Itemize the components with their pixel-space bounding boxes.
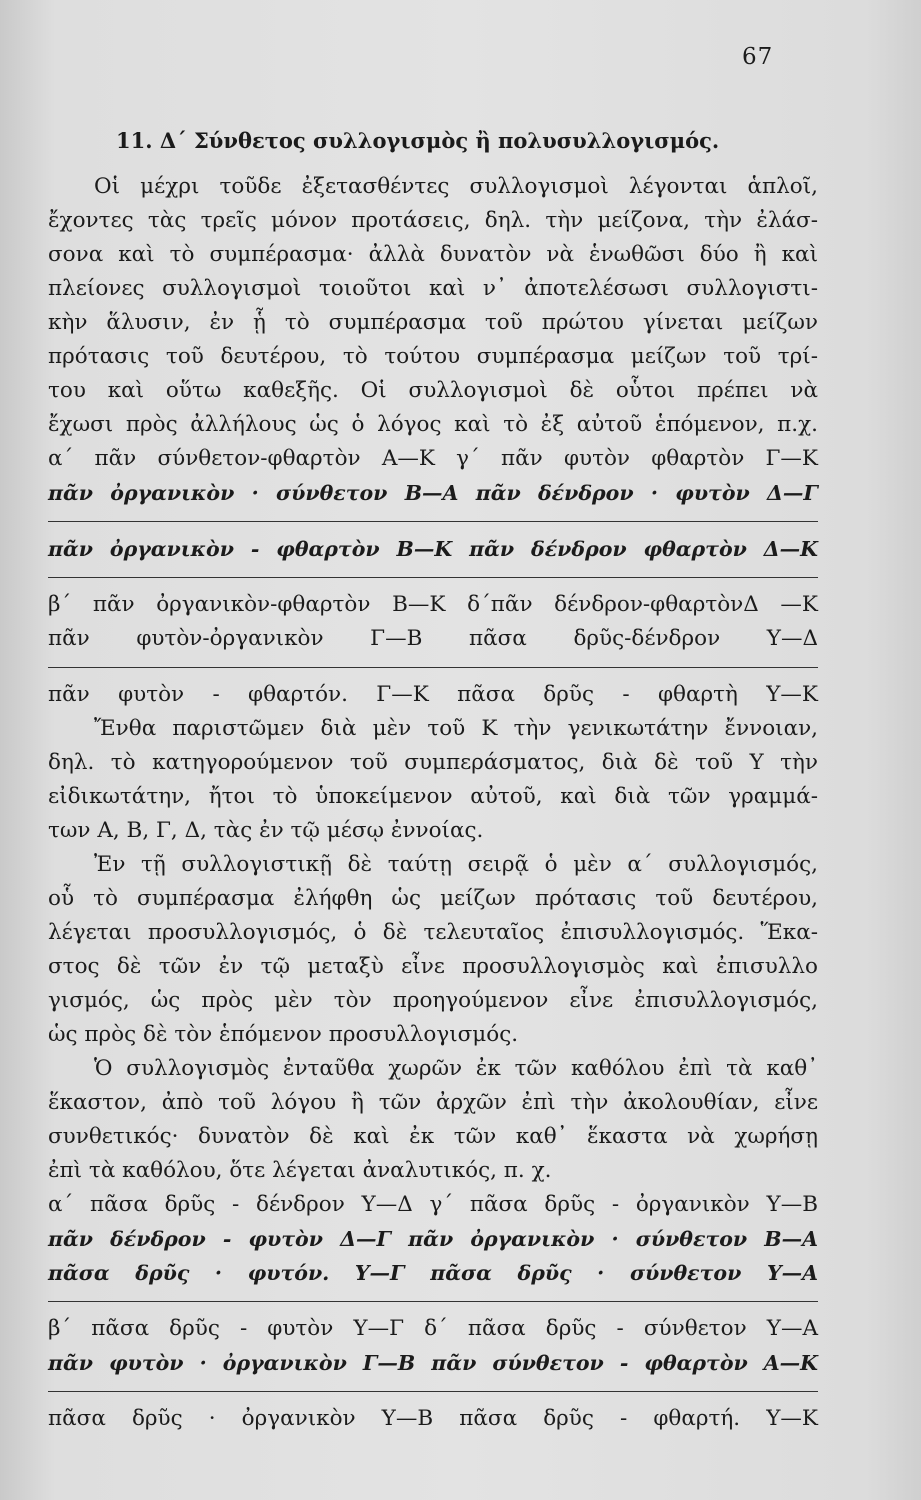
syllogism-line: α΄ πᾶν σύνθετον-φθαρτὸν Α—Κ γ΄ πᾶν φυτὸν φθαρτὸν Γ—Κ bbox=[48, 446, 818, 471]
text-line: συνθετικός· δυνατὸν δὲ καὶ ἐκ τῶν καθ᾿ ἕκαστα νὰ χωρήσῃ bbox=[48, 1124, 818, 1149]
text-line: Ὁ συλλογισμὸς ἐνταῦθα χωρῶν ἐκ τῶν καθόλου ἐπὶ τὰ καθ᾿ bbox=[94, 1056, 818, 1081]
text-line: ἔχοντες τὰς τρεῖς μόνον προτάσεις, δηλ. τὴν μείζονα, τὴν ἐλάσ- bbox=[48, 208, 818, 233]
text-line: οὗ τὸ συμπέρασμα ἐλήφθη ὡς μείζων πρότασις τοῦ δευτέρου, bbox=[48, 886, 818, 911]
text-line: γισμός, ὡς πρὸς μὲν τὸν προηγούμενον εἶνε ἐπισυλλογισμός, bbox=[48, 988, 818, 1013]
syllogism-line: α΄ πᾶσα δρῦς - δένδρον Υ—Δ γ΄ πᾶσα δρῦς - ὀργανικὸν Υ—Β bbox=[48, 1192, 818, 1217]
text-line: Οἱ μέχρι τοῦδε ἐξετασθέντες συλλογισμοὶ λέγονται ἁπλοῖ, bbox=[94, 174, 818, 199]
syllogism-conclusion: πᾶσα δρῦς · ὀργανικὸν Υ—Β πᾶσα δρῦς - φθαρτή. Υ—Κ bbox=[48, 1406, 818, 1431]
page-number: 67 bbox=[742, 44, 774, 70]
text-line: Ἐν τῇ συλλογιστικῇ δὲ ταύτῃ σειρᾷ ὁ μὲν α΄ συλλογισμός, bbox=[94, 852, 818, 877]
text-line: πλείονες συλλογισμοὶ τοιοῦτοι καὶ ν᾿ ἀποτελέσωσι συλλογιστι- bbox=[48, 276, 818, 301]
divider bbox=[48, 1391, 818, 1392]
text-line: του καὶ οὕτω καθεξῆς. Οἱ συλλογισμοὶ δὲ οὗτοι πρέπει νὰ bbox=[48, 378, 818, 403]
syllogism-conclusion: πᾶν ὀργανικὸν - φθαρτὸν Β—Κ πᾶν δένδρον φθαρτὸν Δ—Κ bbox=[48, 537, 818, 561]
text-line: κὴν ἅλυσιν, ἐν ᾗ τὸ συμπέρασμα τοῦ πρώτου γίνεται μείζων bbox=[48, 310, 818, 335]
syllogism-line: πᾶν φυτὸν-ὀργανικὸν Γ—Β πᾶσα δρῦς-δένδρον Υ—Δ bbox=[48, 626, 818, 651]
syllogism-line: πᾶν φυτὸν · ὀργανικὸν Γ—Β πᾶν σύνθετον - φθαρτὸν Α—Κ bbox=[48, 1351, 818, 1375]
syllogism-conclusion: πᾶσα δρῦς · φυτόν. Υ—Γ πᾶσα δρῦς · σύνθετον Υ—Α bbox=[48, 1261, 818, 1285]
syllogism-conclusion: πᾶν φυτὸν - φθαρτόν. Γ—Κ πᾶσα δρῦς - φθαρτὴ Υ—Κ bbox=[48, 682, 818, 707]
page-body bbox=[48, 170, 818, 1436]
syllogism-line: β΄ πᾶν ὀργανικὸν-φθαρτὸν Β—Κ δ΄πᾶν δένδρον-φθαρτὸνΔ —Κ bbox=[48, 592, 818, 617]
divider bbox=[48, 667, 818, 668]
syllogism-line: πᾶν ὀργανικὸν · σύνθετον Β—Α πᾶν δένδρον · φυτὸν Δ—Γ bbox=[48, 481, 818, 505]
text-line: στος δὲ τῶν ἐν τῷ μεταξὺ εἶνε προσυλλογισμὸς καὶ ἐπισυλλο bbox=[48, 954, 818, 979]
divider bbox=[48, 521, 818, 522]
text-line: εἰδικωτάτην, ἤτοι τὸ ὑποκείμενον αὐτοῦ, καὶ διὰ τῶν γραμμά- bbox=[48, 784, 818, 809]
text-line: ἔχωσι πρὸς ἀλλήλους ὡς ὁ λόγος καὶ τὸ ἐξ αὐτοῦ ἑπόμενον, π.χ. bbox=[48, 412, 818, 437]
text-line: πρότασις τοῦ δευτέρου, τὸ τούτου συμπέρασμα μείζων τοῦ τρί- bbox=[48, 344, 818, 369]
text-line: σονα καὶ τὸ συμπέρασμα· ἀλλὰ δυνατὸν νὰ ἑνωθῶσι δύο ἢ καὶ bbox=[48, 242, 818, 267]
section-heading: 11. Δ΄ Σύνθετος συλλογισμὸς ἢ πολυσυλλογισμός. bbox=[116, 128, 720, 153]
text-line: λέγεται προσυλλογισμός, ὁ δὲ τελευταῖος ἐπισυλλογισμός. Ἕκα- bbox=[48, 920, 818, 945]
text-line: Ἔνθα παριστῶμεν διὰ μὲν τοῦ Κ τὴν γενικωτάτην ἔννοιαν, bbox=[94, 716, 818, 741]
syllogism-line: β΄ πᾶσα δρῦς - φυτὸν Υ—Γ δ΄ πᾶσα δρῦς - σύνθετον Υ—Α bbox=[48, 1316, 818, 1341]
syllogism-line: πᾶν δένδρον - φυτὸν Δ—Γ πᾶν ὀργανικὸν · σύνθετον Β—Α bbox=[48, 1227, 818, 1251]
text-line: των Α, Β, Γ, Δ, τὰς ἐν τῷ μέσῳ ἐννοίας. bbox=[48, 818, 484, 843]
divider bbox=[48, 1301, 818, 1302]
text-line: ἕκαστον, ἀπὸ τοῦ λόγου ἢ τῶν ἀρχῶν ἐπὶ τὴν ἀκολουθίαν, εἶνε bbox=[48, 1090, 818, 1115]
text-line: ὡς πρὸς δὲ τὸν ἑπόμενον προσυλλογισμός. bbox=[48, 1022, 519, 1047]
divider bbox=[48, 577, 818, 578]
text-line: δηλ. τὸ κατηγορούμενον τοῦ συμπεράσματος, διὰ δὲ τοῦ Υ τὴν bbox=[48, 750, 818, 775]
text-line: ἐπὶ τὰ καθόλου, ὅτε λέγεται ἀναλυτικός, π. χ. bbox=[48, 1158, 552, 1183]
